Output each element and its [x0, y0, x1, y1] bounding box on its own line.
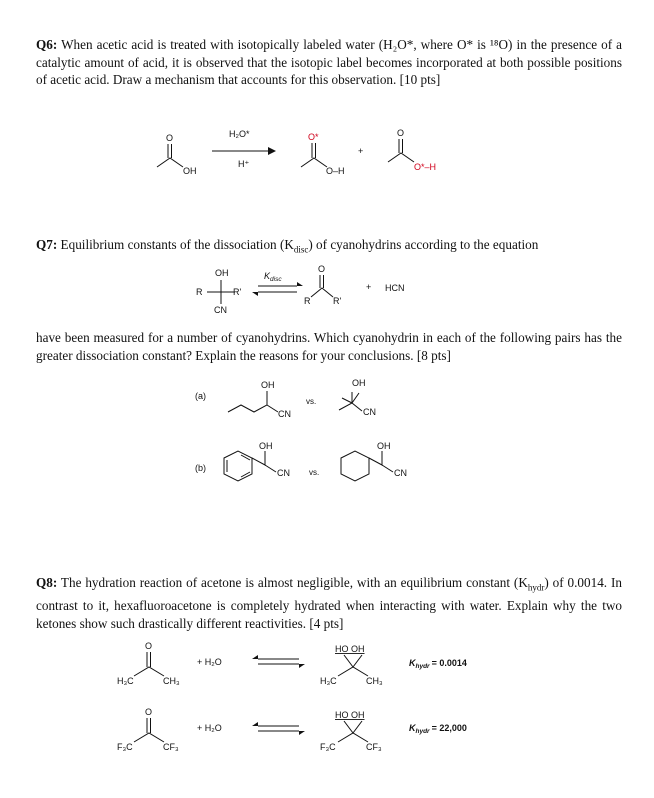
- pair-b-right-cn: CN: [394, 468, 407, 478]
- q8-body-sub: hydr: [527, 582, 545, 593]
- q7-plus: +: [366, 282, 372, 292]
- q8-points: [4 pts]: [309, 615, 344, 631]
- pair-b-left-oh: OH: [259, 441, 273, 451]
- q8-label: Q8:: [36, 575, 58, 590]
- acetone-hydrate-oh: HO OH: [335, 644, 365, 654]
- pair-a-left-oh: OH: [261, 380, 275, 390]
- pair-a-vs: vs.: [306, 397, 317, 406]
- q7-body2: have been measured for a number of cyanohydrins. Which cyanohydrin in each of the following pairs has the greater dissociation constant? Explain the reasons for your conclusions.: [36, 330, 622, 363]
- pair-b-tag: (b): [195, 463, 206, 473]
- kdisc-arrowhead-forward: [297, 282, 303, 286]
- hfa-hydrate-left: F₃C: [320, 742, 336, 752]
- q6-body: When acetic acid is treated with isotopically labeled water (H₂O*, where O* is ¹⁸O) in the presence of a catalytic amount of acid, it is observed that the isotopic label becomes incorporated at both possible positions of acetic acid. Draw a mechanism that accounts for this observation.: [36, 37, 622, 88]
- hfa-plus-water: + H₂O: [197, 723, 222, 733]
- q6-left-oh: OH: [183, 166, 197, 176]
- q7-intro-tail: ) of cyanohydrins according to the equation: [308, 237, 539, 252]
- q7-intro: Equilibrium constants of the dissociation (K: [60, 237, 294, 252]
- kdisc-arrowhead-back: [252, 292, 258, 296]
- acetone-right: CH₃: [163, 676, 180, 686]
- hfa-left: F₃C: [117, 742, 133, 752]
- pair-b-right-oh: OH: [377, 441, 391, 451]
- q8-body-b: ) of 0.0014. In contrast to it, hexafluoroacetone is completely hydrated when interacting with water. Explain why the two ketones show such drastically different reactivities.: [36, 575, 622, 631]
- q6-plus: +: [358, 146, 364, 156]
- q6-reagent-below: H⁺: [238, 159, 250, 169]
- acetone-hydrate-left: H₃C: [320, 676, 337, 686]
- q8-text: [36, 574, 622, 632]
- product2-skeleton: [388, 153, 414, 162]
- hfa-hydrate-right: CF₃: [366, 742, 382, 752]
- product1-skeleton: [301, 158, 327, 167]
- q6-points: [10 pts]: [399, 72, 441, 88]
- hfa-hydrate-oh: HO OH: [335, 710, 365, 720]
- pair-a-right-cn: CN: [363, 407, 376, 417]
- hfa-skeleton: [134, 733, 164, 742]
- acetone-skeleton: [134, 667, 164, 676]
- q7-r: R: [196, 287, 203, 297]
- q7-text-2: [36, 329, 622, 364]
- q6-left-o: O: [166, 133, 174, 143]
- q7-label: Q7:: [36, 237, 58, 252]
- q6-reagent-above: H₂O*: [229, 129, 250, 139]
- pair-b-vs: vs.: [309, 468, 320, 477]
- acetone-hydrate-skeleton: [338, 667, 368, 676]
- hfa-right: CF₃: [163, 742, 179, 752]
- q8-body-a: The hydration reaction of acetone is almost negligible, with an equilibrium constant (K: [60, 575, 528, 590]
- q7-oh: OH: [215, 268, 229, 278]
- pair-b-left-cn: CN: [277, 468, 290, 478]
- pair-a-left-cn: CN: [278, 409, 291, 419]
- pair-a-left-skeleton: [228, 391, 267, 412]
- q6-product2-ostar-h: O*–H: [414, 162, 437, 172]
- q7-ketone-r: R: [304, 296, 311, 306]
- acetic-acid-skeleton: [157, 158, 183, 167]
- pair-a-tag: (a): [195, 391, 206, 401]
- q7-intro-sub: disc: [293, 244, 309, 255]
- q6-label: Q6:: [36, 37, 58, 52]
- hfa-hydrate-skeleton: [338, 733, 368, 742]
- cyclohexane-ring: [341, 451, 369, 481]
- khydr-1: $K_{hydr} = 0.0014$: [409, 658, 467, 670]
- q7-points: [8 pts]: [416, 347, 451, 363]
- q7-rprime: R': [233, 287, 242, 297]
- kdisc-label: $K_{disc}$: [264, 271, 282, 283]
- q6-product2-o: O: [397, 128, 405, 138]
- q7-hcn: HCN: [385, 283, 405, 293]
- acetone-plus-water: + H₂O: [197, 657, 222, 667]
- q7-ketone-rprime: R': [333, 296, 342, 306]
- q7-text: [36, 236, 622, 259]
- q6-product1-oh: O–H: [326, 166, 345, 176]
- pair-a-right-oh: OH: [352, 378, 366, 388]
- hfa-o: O: [145, 707, 153, 717]
- ketone-skeleton: [311, 288, 333, 297]
- q7-ketone-o: O: [318, 264, 326, 274]
- acetone-hydrate-right: CH₃: [366, 676, 383, 686]
- acetone-o: O: [145, 641, 153, 651]
- q7-cn: CN: [214, 305, 227, 315]
- q6-arrowhead: [268, 147, 276, 155]
- khydr-2: $K_{hydr} = 22,000$: [409, 723, 467, 735]
- acetone-left: H₃C: [117, 676, 134, 686]
- benzene-ring: [224, 451, 252, 481]
- q6-product1-ostar: O*: [308, 132, 319, 142]
